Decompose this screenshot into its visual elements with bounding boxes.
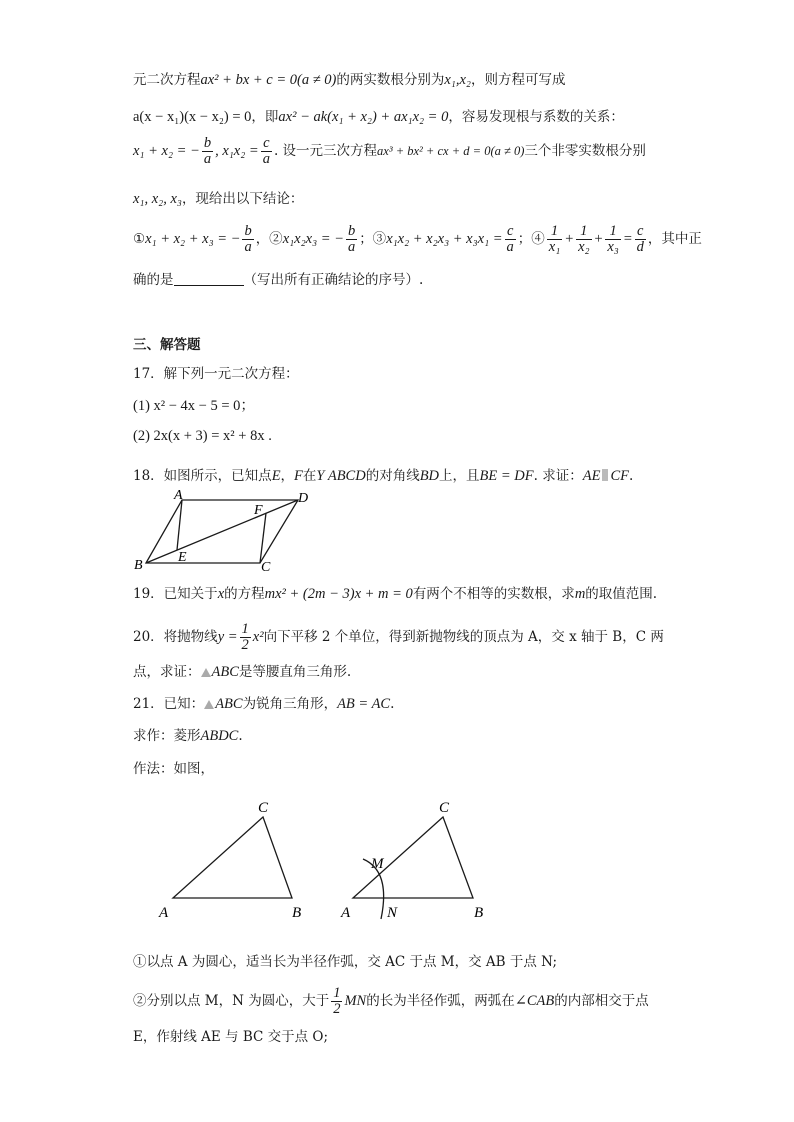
text: . 求证：: [533, 468, 583, 484]
text: ，: [280, 468, 295, 484]
fraction: [202, 136, 213, 167]
text: 的对角线: [365, 468, 420, 484]
label-a: A: [159, 905, 169, 920]
text: . 设一元三次方程: [273, 143, 378, 160]
conclusions-line: [133, 224, 702, 255]
label-c: C: [261, 560, 271, 575]
denominator: a: [262, 151, 270, 168]
q17-part2: (2) 2x(x + 3) = x² + 8x .: [133, 428, 272, 444]
numerator: b: [203, 135, 212, 151]
fraction: [240, 622, 251, 653]
text: 的内部相交于点: [554, 993, 649, 1010]
intro-line-2: [133, 105, 624, 126]
text: 的两实数根分别为: [336, 72, 445, 88]
fraction: [635, 224, 646, 255]
text: ，其中正: [647, 231, 702, 248]
text: 的长为半径作弧，两弧在: [366, 993, 515, 1010]
triangle-icon: [204, 700, 214, 709]
text: 三个非零实数根分别: [524, 143, 646, 160]
fraction: [346, 224, 357, 255]
label-a: A: [341, 905, 351, 920]
intro-line-1: [133, 68, 565, 89]
text: 18．如图所示，已知点: [133, 468, 272, 484]
point-label: E: [271, 468, 281, 484]
equation: ax² − ak(x₁ + x₂) + ax₁x₂ = 0: [278, 109, 449, 125]
text: 21．已知：: [133, 696, 205, 712]
numerator: c: [261, 136, 272, 152]
q20-line-1: [133, 622, 664, 653]
label-c: C: [258, 800, 269, 816]
text: ，容易发现根与系数的关系：: [448, 109, 624, 125]
text: ，现给出以下结论：: [181, 191, 304, 207]
text: 有两个不相等的实数根，求: [412, 586, 575, 602]
equation: x₁x₂ + x₂x₃ + x₃x₁ =: [386, 231, 503, 248]
text: 点，求证：: [133, 664, 201, 680]
numerator: 1: [605, 224, 620, 240]
q21-method: 作法：如图，: [133, 761, 214, 777]
denominator: a: [203, 151, 212, 168]
fraction: [505, 224, 516, 255]
triangle-icon: [201, 668, 211, 677]
segment-label: CF: [610, 468, 629, 484]
equation: ax² + bx + c = 0(a ≠ 0): [200, 72, 337, 88]
denominator: d: [636, 239, 644, 256]
text: 是等腰直角三角形.: [238, 664, 352, 680]
fraction: [605, 224, 620, 255]
text: 向下平移 2 个单位，得到新抛物线的顶点为 A，交 x 轴于 B，C 两: [263, 629, 664, 646]
q21-step-1: ①以点 A 为圆心，适当长为半径作弧，交 AC 于点 M，交 AB 于点 N;: [133, 954, 558, 970]
text: 求作：菱形: [133, 728, 201, 744]
q21-step-2-line-2: E，作射线 AE 与 BC 交于点 O;: [133, 1029, 329, 1045]
text: ，②: [255, 231, 283, 248]
intro-line-4: [133, 187, 303, 208]
equation: x₁ + x₂ = −: [133, 143, 200, 160]
denominator: 2: [241, 637, 249, 654]
q21-step-2: [133, 986, 649, 1017]
roots: x₁,x₂: [444, 72, 471, 88]
equation: AB = AC: [337, 696, 391, 712]
text: .: [390, 696, 395, 712]
fraction: [261, 136, 272, 167]
triangle-abc: [173, 817, 292, 898]
variable: m: [574, 586, 586, 602]
label-a: A: [174, 488, 183, 503]
text: ；④: [517, 231, 545, 248]
text: ②分别以点 M，N 为圆心，大于: [133, 993, 330, 1010]
fraction: [576, 224, 591, 255]
numerator: b: [244, 223, 252, 239]
label-b: B: [134, 558, 143, 573]
rhombus-label: ABDC: [200, 728, 239, 744]
roots: x₁, x₂, x₃: [133, 191, 182, 207]
intro-line-6: [133, 268, 423, 288]
fraction: [242, 224, 253, 255]
triangle-label: ABC: [211, 664, 239, 680]
text: 19．已知关于: [133, 586, 218, 602]
equation: BE = DF: [479, 468, 534, 484]
numerator: c: [635, 224, 646, 240]
text: .: [238, 728, 243, 744]
triangle-figure-1: [155, 795, 325, 920]
plus: +: [593, 231, 604, 248]
numerator: 1: [333, 985, 341, 1001]
q20-line-2: [133, 660, 351, 681]
text: 的取值范围.: [585, 586, 658, 602]
point-label: F: [294, 468, 303, 484]
text: 20．将抛物线: [133, 629, 218, 646]
segment-label: BD: [419, 468, 440, 484]
equals: =: [622, 231, 633, 248]
diagonal-bd: [146, 500, 298, 563]
intro-line-3: [133, 136, 646, 167]
label-b: B: [474, 905, 484, 920]
label-c: C: [439, 800, 450, 816]
text: ①: [133, 231, 146, 248]
label-d: D: [298, 491, 309, 506]
text: 上，且: [439, 468, 480, 484]
triangle-label: ABC: [215, 696, 243, 712]
segment-label: AE: [582, 468, 601, 484]
text: 的方程: [224, 586, 265, 602]
q19-text: [133, 582, 657, 603]
parallel-icon: [602, 469, 608, 481]
numerator: 1: [547, 224, 562, 240]
label-n: N: [387, 905, 398, 920]
numerator: b: [347, 223, 356, 239]
numerator: c: [505, 224, 516, 240]
segment-label: MN: [344, 993, 367, 1010]
denominator: 2: [333, 1001, 341, 1018]
parallelogram-label: Y ABCD: [316, 468, 366, 484]
answer-blank[interactable]: [174, 285, 244, 286]
numerator: 1: [241, 621, 249, 637]
text: ；③: [359, 231, 387, 248]
denominator: a: [506, 239, 514, 256]
label-f: F: [254, 503, 263, 518]
text: ，则方程可写成: [470, 72, 566, 88]
denominator: x₂: [578, 239, 590, 256]
q17-part1: (1) x² − 4x − 5 = 0；: [133, 398, 255, 414]
text: ，即: [251, 109, 279, 125]
equation: x₁x₂x₃ = −: [282, 231, 344, 248]
equation: x₁ + x₂ + x₃ = −: [145, 231, 241, 248]
denominator: x₁: [548, 239, 561, 256]
text: 为锐角三角形，: [242, 696, 338, 712]
text: 在: [302, 468, 317, 484]
text: .: [628, 468, 634, 484]
numerator: 1: [576, 224, 591, 240]
triangle-figure-2: [335, 795, 510, 920]
denominator: a: [244, 239, 252, 256]
plus: +: [564, 231, 575, 248]
label-b: B: [292, 905, 302, 920]
q21-given: [133, 692, 394, 713]
q17-text: 17．解下列一元二次方程：: [133, 366, 299, 382]
label-m: M: [371, 856, 384, 872]
angle-label: ∠CAB: [514, 993, 555, 1010]
variable: x: [217, 586, 225, 602]
text: 确的是: [133, 272, 174, 288]
label-e: E: [178, 550, 187, 565]
equation: a(x − x₁)(x − x₂) = 0: [133, 109, 252, 125]
equation: ax³ + bx² + cx + d = 0(a ≠ 0): [377, 144, 525, 159]
equation: x²: [252, 629, 264, 646]
text: （写出所有正确结论的序号）.: [243, 272, 424, 288]
fraction: [331, 986, 342, 1017]
parallelogram-figure: [130, 485, 320, 575]
denominator: a: [347, 239, 356, 256]
equation: y =: [217, 629, 238, 646]
q21-find: [133, 724, 243, 745]
q18-text: [133, 464, 633, 485]
fraction: [547, 224, 562, 255]
equation: , x₁x₂ =: [215, 143, 259, 160]
denominator: x₃: [607, 239, 619, 256]
equation: mx² + (2m − 3)x + m = 0: [264, 586, 413, 602]
section-title: 三、解答题: [133, 337, 201, 353]
text: 元二次方程: [133, 72, 201, 88]
